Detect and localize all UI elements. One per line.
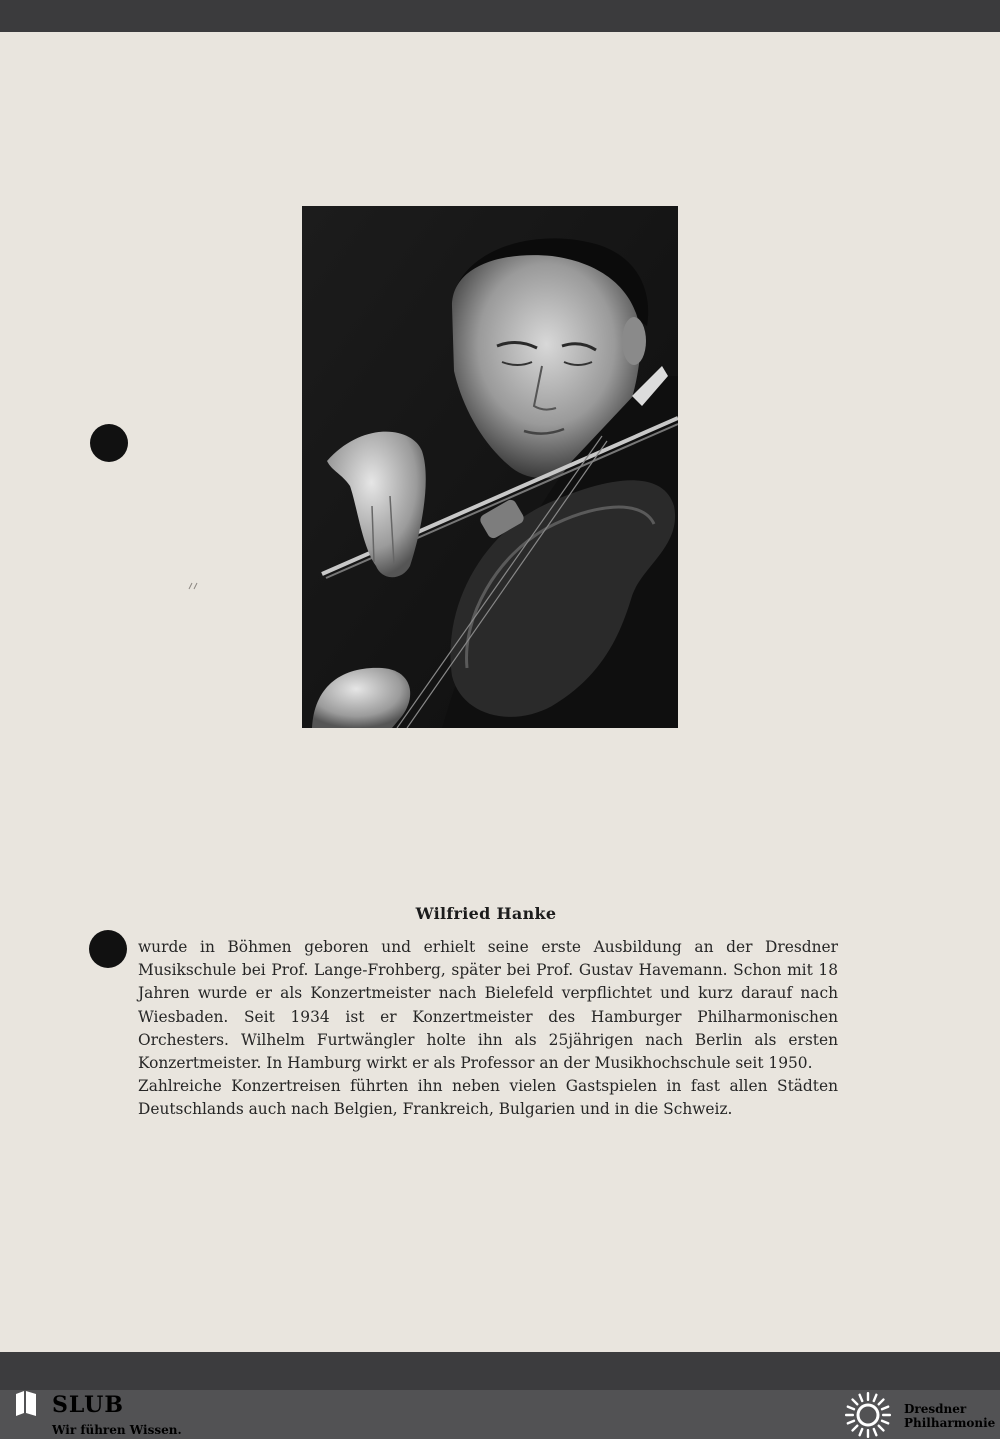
book-icon: [14, 1389, 38, 1417]
slub-tagline: Wir führen Wissen.: [52, 1423, 182, 1437]
biography-text: [138, 936, 838, 1122]
biography-paragraph: Zahlreiche Konzertreisen führten ihn neben vielen Gastspielen in fast allen Städten Deutschlands auch nach Belgien, Frankreich, Bulgarien und in die Schweiz.: [138, 1077, 838, 1119]
viewer-bottom-strip: [0, 1352, 1000, 1390]
dresdner-philharmonie-logo-text[interactable]: Dresdner Philharmonie: [904, 1402, 996, 1430]
violinist-photo: [302, 206, 678, 728]
slub-logo-text[interactable]: SLUB: [52, 1392, 124, 1418]
sunburst-logo-icon[interactable]: [842, 1391, 894, 1439]
paper-speck: [187, 582, 201, 590]
artist-name-heading: Wilfried Hanke: [415, 904, 557, 923]
punch-hole: [89, 930, 127, 968]
punch-hole: [90, 424, 128, 462]
viewer-top-bar: [0, 0, 1000, 32]
biography-paragraph: wurde in Böhmen geboren und erhielt seine erste Ausbildung an der Dresdner Musikschule bei Prof. Lange-Frohberg, später bei Prof. Gustav Havemann. Schon mit 18 Jahren wurde er als Konzertmeister nach Bielefeld verpflichtet und kurz darauf nach Wiesbaden. Seit 1934 ist er Konzertmeister des Hamburger Philharmonischen Orchesters. Wilhelm Furtwängler holte ihn als 25jährigen nach Berlin als ersten Konzertmeister. In Hamburg wirkt er als Professor an der Musikhochschule seit 1950.: [138, 938, 838, 1073]
